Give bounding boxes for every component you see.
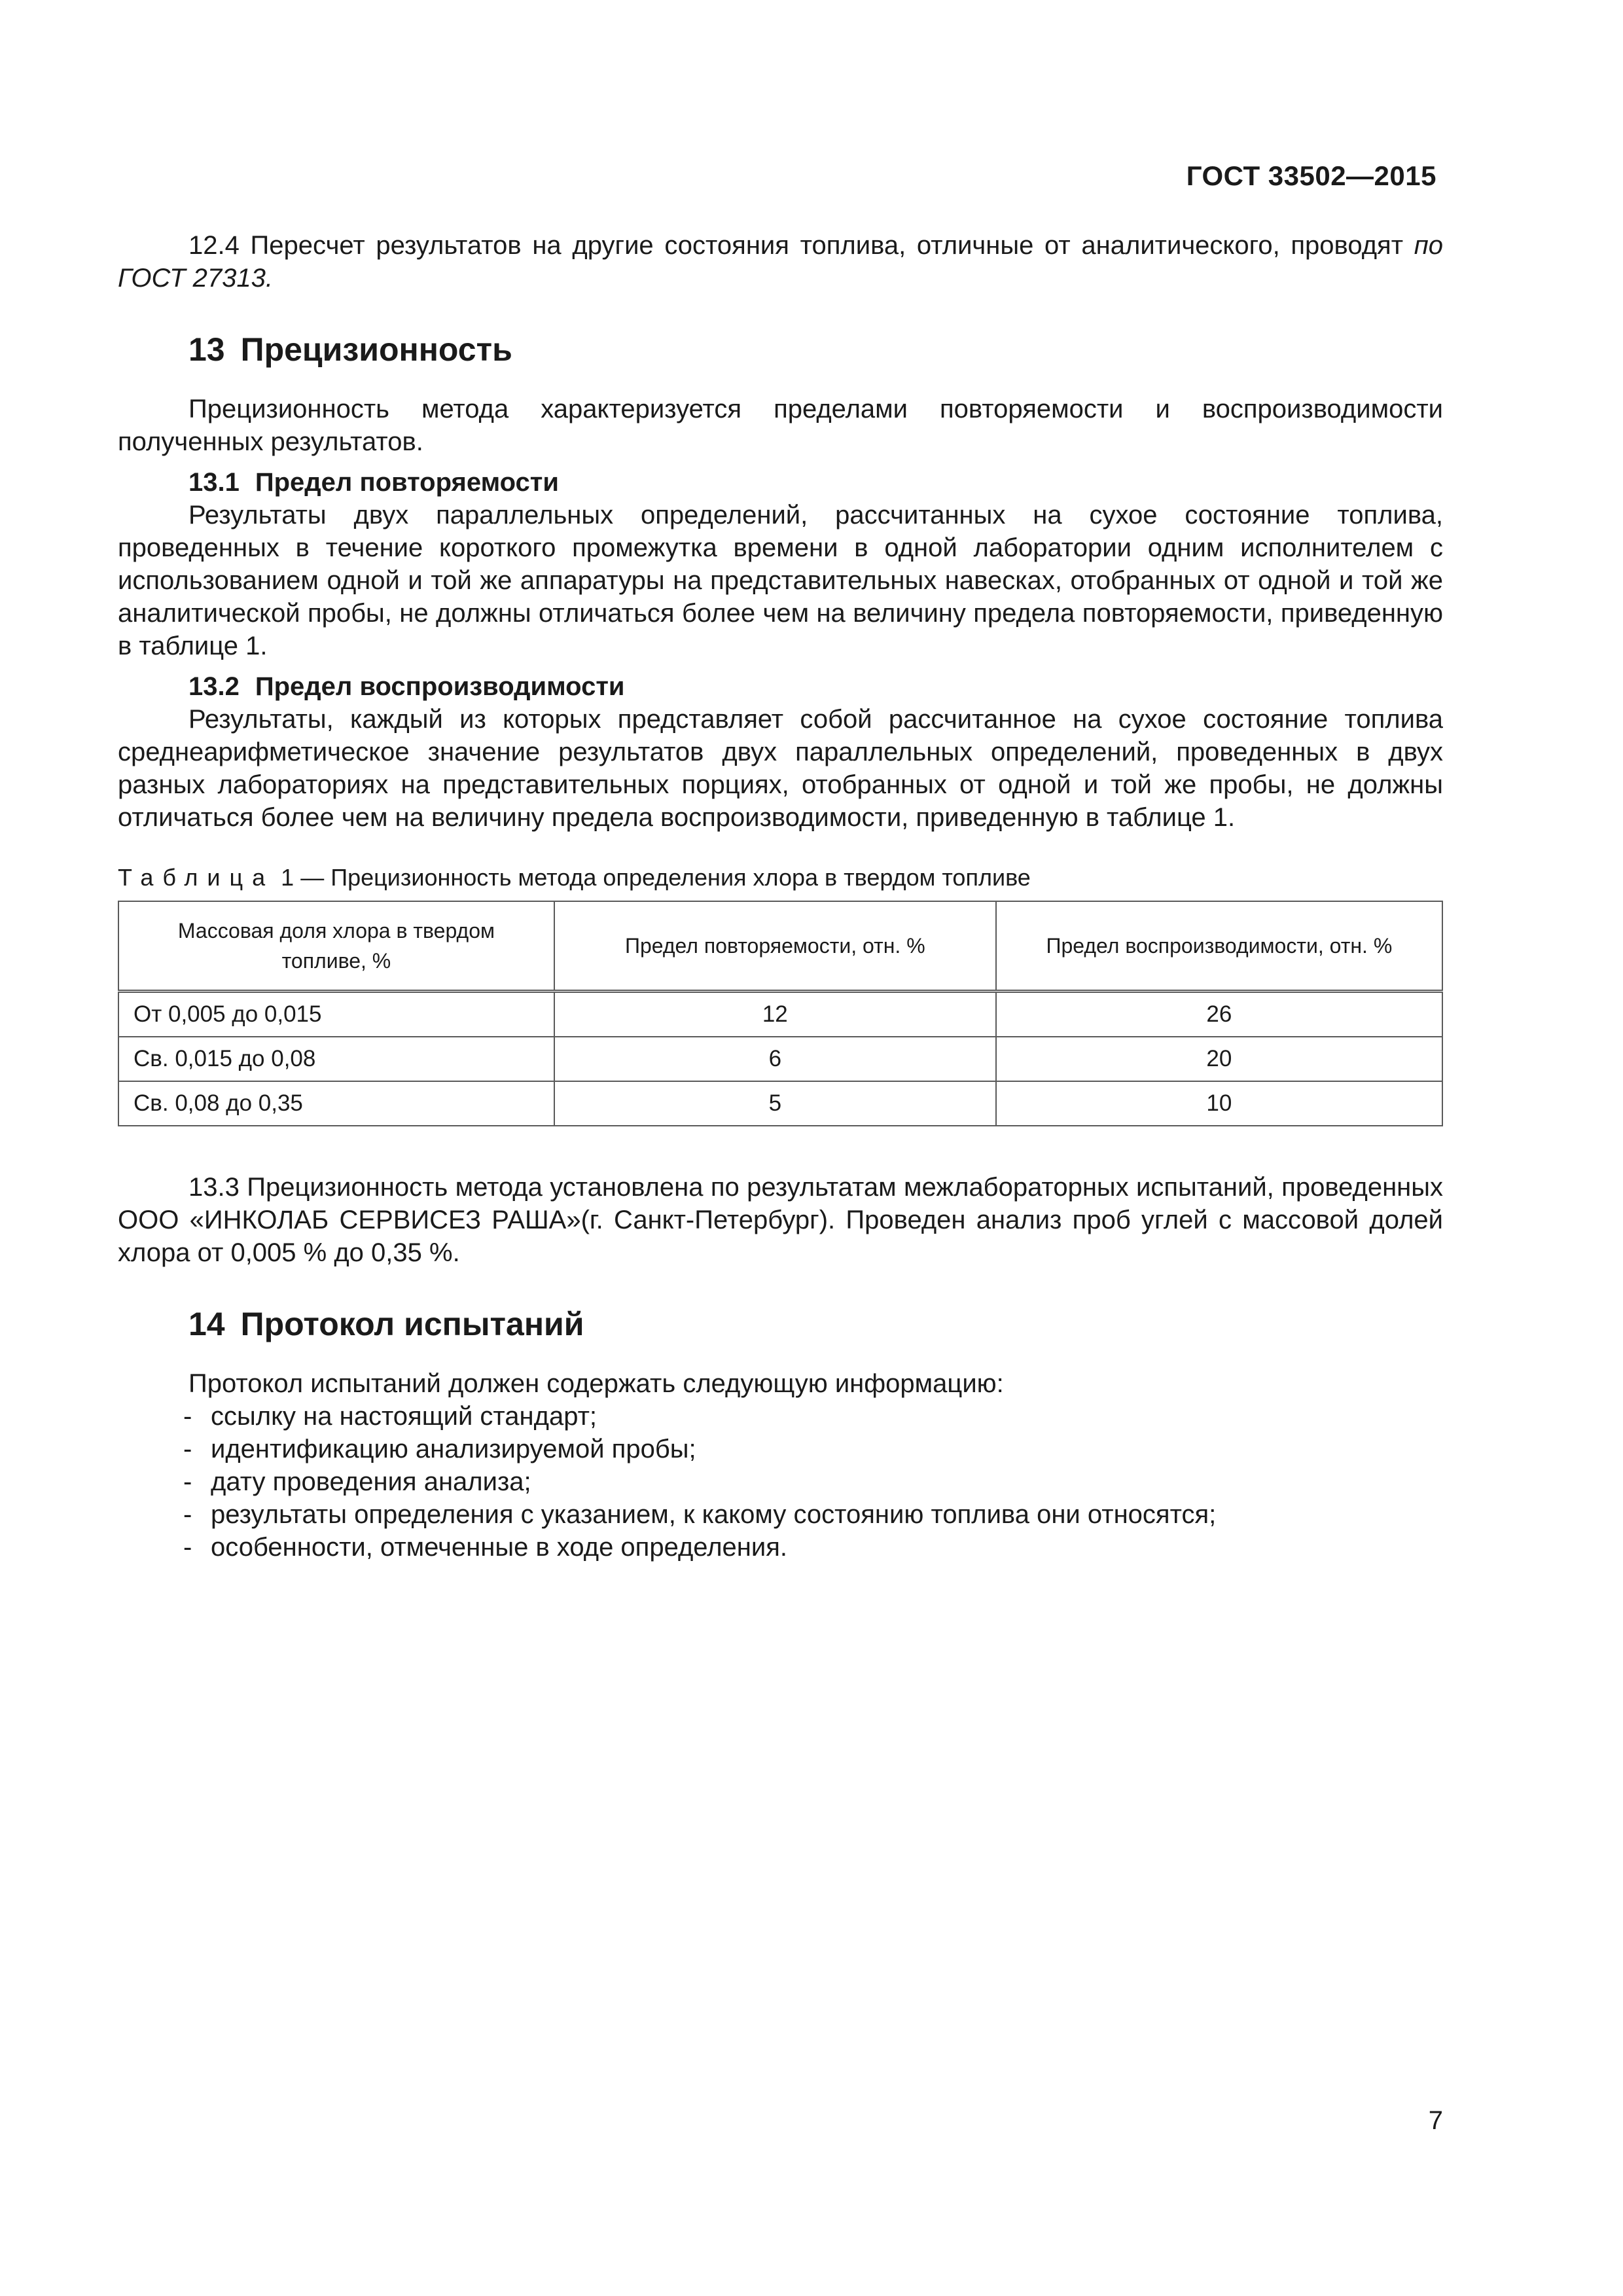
subsection-13-1-heading — [188, 466, 1443, 499]
dash-bullet-icon: - — [183, 1435, 192, 1463]
table-cell-reproducibility: 26 — [996, 992, 1442, 1037]
table-cell-range: От 0,005 до 0,015 — [118, 992, 554, 1037]
list-item: - дату проведения анализа; — [118, 1465, 1443, 1498]
table-cell-repeatability: 12 — [554, 992, 996, 1037]
paragraph-12-4-text: 12.4 Пересчет результатов на другие состояния топлива, отличные от аналитического, проводят — [188, 231, 1404, 260]
section-14-heading — [188, 1304, 1443, 1344]
table-header-cell: Предел повторяемости, отн. % — [554, 901, 996, 992]
table-row — [118, 992, 1442, 1037]
dash-bullet-icon: - — [183, 1500, 192, 1529]
section-14-number: 14 — [188, 1306, 225, 1342]
table-cell-repeatability: 6 — [554, 1037, 996, 1081]
section-13-title: Прецизионность — [240, 331, 512, 368]
table-row — [118, 1037, 1442, 1081]
section-13-number: 13 — [188, 331, 225, 368]
table-header-row — [118, 901, 1442, 992]
subsection-13-2-text: Результаты, каждый из которых представляет собой рассчитанное на сухое состояние топлива среднеарифметическое значение результатов двух параллельных определений, проведенных в двух разных лабораториях на представительных порциях, отобранных от одной и той же пробы, не должны отличаться более чем на величину предела воспроизводимости, приведенную в таблице 1. — [118, 705, 1443, 832]
table-cell-range: Св. 0,015 до 0,08 — [118, 1037, 554, 1081]
subsection-13-2-title: Предел воспроизводимости — [255, 672, 625, 701]
table-header-cell: Массовая доля хлора в твердом топливе, % — [118, 901, 554, 992]
subsection-13-2-heading — [188, 670, 1443, 703]
dash-bullet-icon: - — [183, 1467, 192, 1496]
subsection-13-2-number: 13.2 — [188, 672, 240, 701]
table-header-cell: Предел воспроизводимости, отн. % — [996, 901, 1442, 992]
table-cell-repeatability: 5 — [554, 1081, 996, 1126]
section-14-title: Протокол испытаний — [240, 1306, 584, 1342]
subsection-13-1-text: Результаты двух параллельных определений, рассчитанных на сухое состояние топлива, проведенных в течение короткого промежутка времени в одной лаборатории одним исполнителем с использованием одной и той же аппаратуры на представительных навесках, отобранных от одной и той же аналитической пробы, не должны отличаться более чем на величину предела повторяемости, приведенную в таблице 1. — [118, 501, 1443, 660]
section-13-intro: Прецизионность метода характеризуется пределами повторяемости и воспроизводимости полученных результатов. — [118, 395, 1443, 456]
document-body — [118, 229, 1443, 1564]
page-number: 7 — [1428, 2106, 1443, 2135]
protocol-items-list — [118, 1400, 1443, 1564]
precision-table — [118, 901, 1443, 1126]
subsection-13-1-number: 13.1 — [188, 468, 240, 497]
list-item: - особенности, отмеченные в ходе определения. — [118, 1531, 1443, 1564]
subsection-13-1-title: Предел повторяемости — [255, 468, 559, 497]
paragraph-12-4 — [118, 229, 1443, 295]
paragraph-13-3: 13.3 Прецизионность метода установлена по результатам межлабораторных испытаний, проведенных ООО «ИНКОЛАБ СЕРВИСЕЗ РАША»(г. Санкт-Петербург). Проведен анализ проб углей с массовой долей хлора от 0,005 % до 0,35 %. — [118, 1173, 1443, 1267]
list-item: - идентификацию анализируемой пробы; — [118, 1433, 1443, 1465]
table-cell-reproducibility: 20 — [996, 1037, 1442, 1081]
table-1-caption — [118, 863, 1443, 893]
list-item: - ссылку на настоящий стандарт; — [118, 1400, 1443, 1433]
list-item: - результаты определения с указанием, к какому состоянию топлива они относятся; — [118, 1498, 1443, 1531]
dash-bullet-icon: - — [183, 1402, 192, 1431]
section-14-intro: Протокол испытаний должен содержать следующую информацию: — [188, 1369, 1004, 1398]
table-cell-range: Св. 0,08 до 0,35 — [118, 1081, 554, 1126]
dash-bullet-icon: - — [183, 1533, 192, 1562]
document-code: ГОСТ 33502—2015 — [1186, 160, 1436, 191]
gost-reference: по ГОСТ 27313. — [118, 231, 1443, 293]
section-13-heading — [188, 330, 1443, 369]
table-cell-reproducibility: 10 — [996, 1081, 1442, 1126]
table-1-caption-text: 1 — Прецизионность метода определения хлора в твердом топливе — [281, 864, 1031, 891]
table-row — [118, 1081, 1442, 1126]
table-1-caption-lead: Таблица — [118, 864, 275, 891]
